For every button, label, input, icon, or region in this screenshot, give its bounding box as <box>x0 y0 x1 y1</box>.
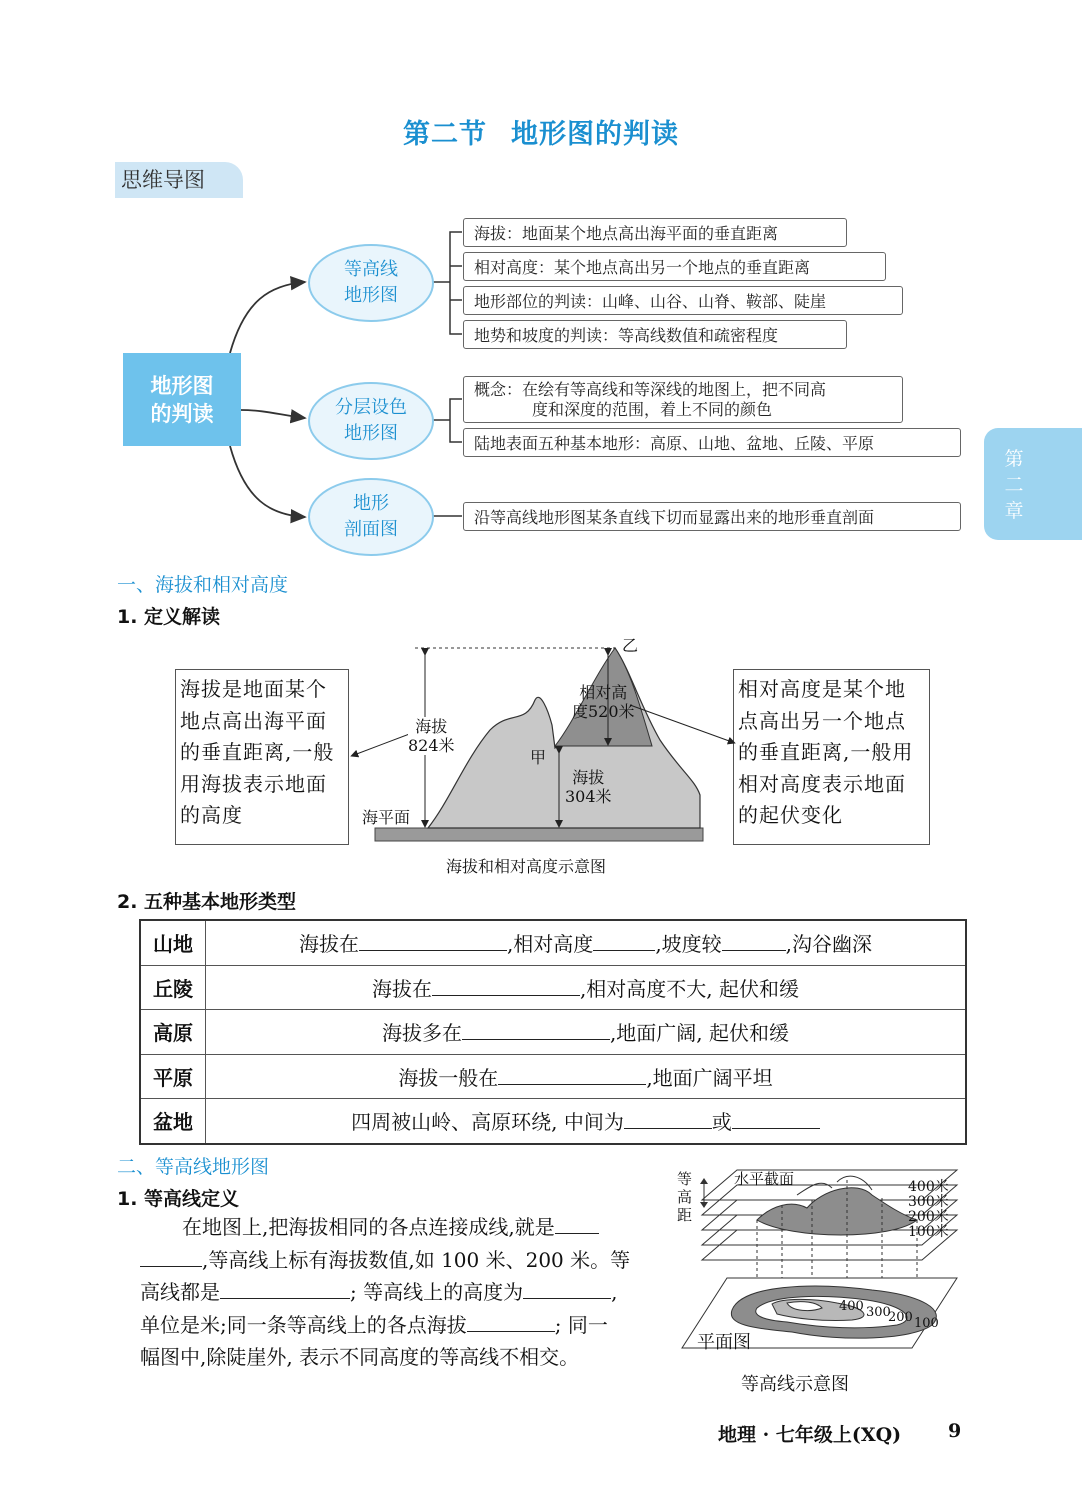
altitude-824-label <box>408 717 455 755</box>
section1-sub2: 2. 五种基本地形类型 <box>117 891 297 913</box>
page-number: 9 <box>948 1420 962 1442</box>
map-value: 200 <box>888 1310 913 1325</box>
desc-text: ,坡度较 <box>655 932 722 957</box>
desc-text: ,地面广阔, 起伏和缓 <box>609 1021 790 1046</box>
contour-definition-paragraph <box>140 1211 670 1374</box>
sea-level-label: 海平面 <box>362 808 411 827</box>
box-line: 点高出另一个地点 <box>738 708 906 733</box>
point-yi-label: 乙 <box>622 636 639 655</box>
leaf-landform-parts: 地形部位的判读：山峰、山谷、山脊、鞍部、陡崖 <box>463 286 903 315</box>
branch-profile-map <box>308 478 434 556</box>
leaf-profile: 沿等高线地形图某条直线下切而显露出来的地形垂直剖面 <box>463 502 961 531</box>
section2-sub1: 1. 等高线定义 <box>117 1188 240 1210</box>
landform-name: 盆地 <box>140 1099 206 1144</box>
leaf-concept-line2: 度和深度的范围，着上不同的颜色 <box>532 400 773 419</box>
branch-label: 地形图 <box>344 285 398 306</box>
leaf-concept <box>463 376 903 423</box>
level-labels <box>908 1180 949 1240</box>
table-row <box>140 1054 966 1099</box>
landform-name: 高原 <box>140 1010 206 1055</box>
box-line: 的垂直距离,一般 <box>180 740 335 764</box>
label-line: 海拔 <box>415 717 448 736</box>
answer-blank[interactable] <box>722 932 786 951</box>
footer-book-title: 地理 · 七年级上(XQ) <box>718 1424 902 1446</box>
table-row <box>140 965 966 1010</box>
para-text: 高线都是 <box>140 1280 220 1304</box>
box-line: 相对高度表示地面 <box>738 771 906 796</box>
map-value: 100 <box>914 1316 939 1331</box>
box-line: 相对高度是某个地 <box>738 677 906 701</box>
leaf-relative-height: 相对高度：某个地点高出另一个地点的垂直距离 <box>463 252 886 281</box>
desc-text: 或 <box>711 1110 732 1135</box>
chapter-tab-char: 第 <box>1004 448 1024 470</box>
map-value: 300 <box>866 1305 891 1320</box>
landform-name: 平原 <box>140 1054 206 1099</box>
label-line: 相对高 <box>579 683 628 702</box>
para-text: ; 同一 <box>554 1312 608 1337</box>
horizontal-section-label: 水平截面 <box>734 1170 795 1188</box>
level-label: 100米 <box>908 1224 949 1240</box>
answer-blank[interactable] <box>359 932 507 951</box>
desc-text: 海拔多在 <box>381 1021 462 1046</box>
desc-text: 海拔在 <box>371 976 432 1001</box>
para-text: ,等高线上标有海拔数值,如 100 米、200 米。等 <box>202 1247 631 1272</box>
landform-description <box>206 965 967 1010</box>
contour-interval-label <box>677 1170 692 1224</box>
landform-description <box>206 1099 967 1144</box>
desc-text: 海拔一般在 <box>398 1065 499 1090</box>
box-line: 的垂直距离,一般用 <box>738 740 914 764</box>
label-line: 海拔 <box>572 768 605 787</box>
root-line-1: 地形图 <box>150 373 214 398</box>
level-label: 300米 <box>908 1194 949 1210</box>
box-line: 用海拔表示地面 <box>180 771 327 796</box>
desc-text: ,沟谷幽深 <box>785 932 873 957</box>
label-line: 824米 <box>408 736 455 755</box>
level-label: 200米 <box>908 1209 949 1225</box>
para-text: ; 等高线上的高度为 <box>350 1280 524 1304</box>
section1-heading: 一、海拔和相对高度 <box>117 574 289 596</box>
answer-blank[interactable] <box>140 1248 202 1267</box>
para-line <box>140 1244 670 1277</box>
para-text: 幅图中,除陡崖外, 表示不同高度的等高线不相交。 <box>140 1345 580 1369</box>
desc-text: 四周被山岭、高原环绕, 中间为 <box>351 1110 624 1135</box>
para-line <box>140 1211 670 1244</box>
box-line: 海拔是地面某个 <box>180 677 327 701</box>
table-row <box>140 1099 966 1144</box>
landform-table <box>139 919 967 1145</box>
leaf-concept-line1: 概念：在绘有等高线和等深线的地图上，把不同高 <box>474 380 827 399</box>
answer-blank[interactable] <box>624 1110 712 1129</box>
box-line: 的高度 <box>180 803 243 827</box>
desc-text: 海拔在 <box>298 932 359 957</box>
label-char: 等 <box>677 1170 693 1188</box>
label-char: 高 <box>677 1188 693 1206</box>
answer-blank[interactable] <box>498 1066 646 1085</box>
branch-label: 等高线 <box>344 259 398 280</box>
landform-name: 丘陵 <box>140 965 206 1010</box>
table-row <box>140 920 966 965</box>
leaf-five-landforms: 陆地表面五种基本地形：高原、山地、盆地、丘陵、平原 <box>463 428 961 457</box>
mindmap-root <box>123 353 241 446</box>
contour-diagram-caption: 等高线示意图 <box>741 1374 849 1395</box>
table-row <box>140 1010 966 1055</box>
section-name: 地形图的判读 <box>511 119 679 150</box>
para-line <box>140 1341 670 1374</box>
mindmap-badge: 思维导图 <box>115 162 243 198</box>
landform-description <box>206 1054 967 1099</box>
desc-text: ,相对高度不大, 起伏和缓 <box>579 976 800 1001</box>
branch-layered-color-map <box>308 382 434 460</box>
answer-blank[interactable] <box>432 977 580 996</box>
desc-text: ,地面广阔平坦 <box>646 1065 773 1090</box>
branch-label: 剖面图 <box>344 519 398 540</box>
plan-view-label: 平面图 <box>697 1332 751 1353</box>
root-line-2: 的判读 <box>150 401 214 426</box>
label-line: 304米 <box>565 787 612 806</box>
relative-height-label <box>572 683 635 721</box>
desc-text: ,相对高度 <box>506 932 594 957</box>
answer-blank[interactable] <box>593 932 655 951</box>
answer-blank[interactable] <box>523 1280 611 1299</box>
para-text: 在地图上,把海拔相同的各点连接成线,就是 <box>182 1215 555 1239</box>
point-jia-label: 甲 <box>530 748 547 767</box>
answer-blank[interactable] <box>732 1110 820 1129</box>
landform-description <box>206 920 967 965</box>
landform-description <box>206 1010 967 1055</box>
para-text: 单位是米;同一条等高线上的各点海拔 <box>140 1312 467 1337</box>
answer-blank[interactable] <box>467 1313 555 1332</box>
answer-blank[interactable] <box>555 1215 599 1234</box>
altitude-definition-box <box>175 669 349 845</box>
para-line <box>140 1309 670 1342</box>
branch-label: 分层设色 <box>335 397 407 418</box>
map-value: 400 <box>839 1299 864 1314</box>
branch-label: 地形图 <box>344 423 398 444</box>
section-number: 第二节 <box>403 119 487 150</box>
branch-label: 地形 <box>353 493 389 514</box>
answer-blank[interactable] <box>220 1280 350 1299</box>
para-text: , <box>611 1280 618 1304</box>
box-line: 的起伏变化 <box>738 803 843 827</box>
level-label: 400米 <box>908 1179 949 1195</box>
landform-name: 山地 <box>140 920 206 965</box>
answer-blank[interactable] <box>462 1021 610 1040</box>
altitude-304-label <box>565 768 612 806</box>
leaf-altitude: 海拔：地面某个地点高出海平面的垂直距离 <box>463 218 847 247</box>
label-char: 距 <box>677 1206 693 1224</box>
chapter-tab <box>984 428 1082 540</box>
box-line: 地点高出海平面 <box>180 708 327 733</box>
para-line <box>140 1276 670 1309</box>
label-line: 度520米 <box>572 702 635 721</box>
branch-contour-map <box>308 244 434 322</box>
relative-height-definition-box <box>733 669 930 845</box>
leaf-slope: 地势和坡度的判读：等高线数值和疏密程度 <box>463 320 847 349</box>
section2-heading: 二、等高线地形图 <box>117 1156 270 1178</box>
altitude-diagram-caption: 海拔和相对高度示意图 <box>446 857 607 876</box>
section1-sub1: 1. 定义解读 <box>117 606 221 628</box>
chapter-tab-char: 章 <box>1004 500 1024 522</box>
chapter-tab-char: 二 <box>1004 474 1024 496</box>
